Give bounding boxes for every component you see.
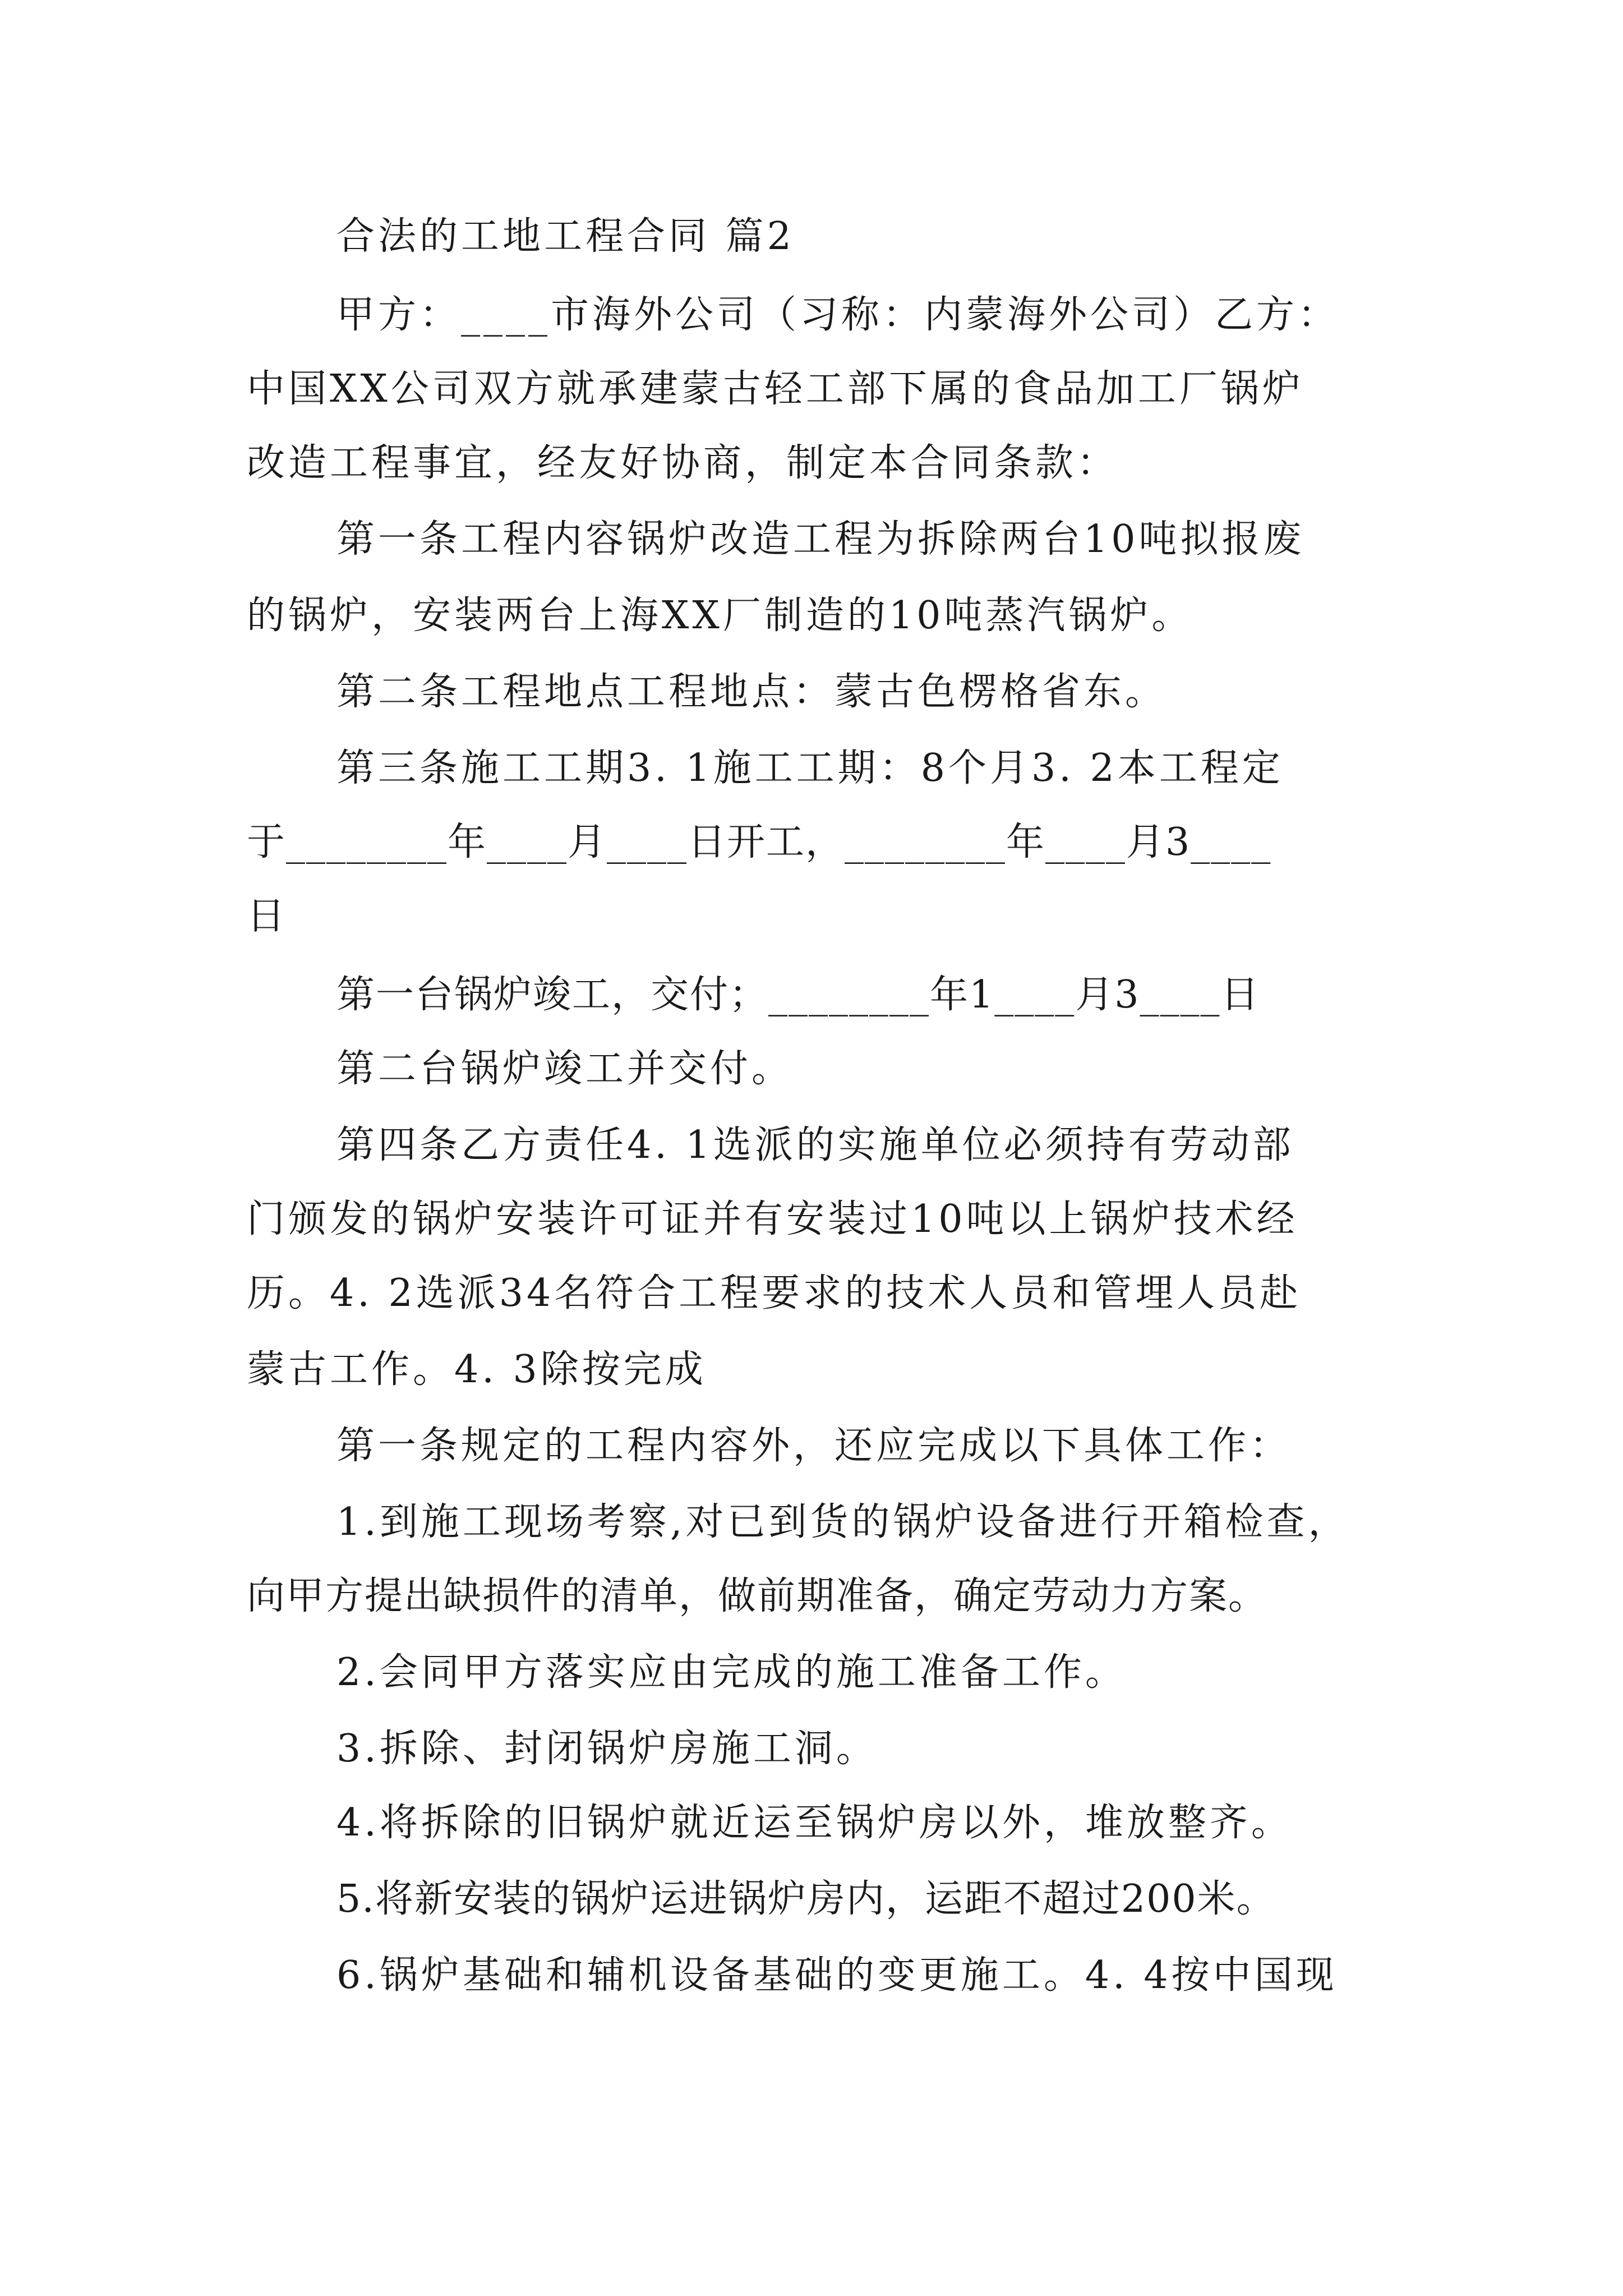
paragraph-line: 于________年____月____日开工，________年____月3____ <box>247 820 1272 864</box>
paragraph-line: 第一条规定的工程内容外，还应完成以下具体工作： <box>336 1424 1292 1468</box>
paragraph-line: 第一台锅炉竣工，交付；________年1____月3____日 <box>336 973 1260 1017</box>
paragraph-line: 的锅炉，安装两台上海XX厂制造的10吨蒸汽锅炉。 <box>247 593 1193 638</box>
paragraph-line: 1.到施工现场考察,对已到货的锅炉设备进行开箱检查， <box>336 1500 1350 1544</box>
document-title: 合法的工地工程合同 篇2 <box>336 214 795 259</box>
paragraph-line: 向甲方提出缺损件的清单，做前期准备，确定劳动力方案。 <box>247 1574 1268 1618</box>
paragraph-line: 第三条施工工期3. 1施工工期：8个月3. 2本工程定 <box>336 746 1284 790</box>
paragraph-line: 改造工程事宜，经友好协商，制定本合同条款： <box>247 441 1119 485</box>
paragraph-line: 甲方：____市海外公司（习称：内蒙海外公司）乙方： <box>336 293 1340 337</box>
paragraph-line: 门颁发的锅炉安装许可证并有安装过10吨以上锅炉技术经 <box>247 1197 1298 1241</box>
paragraph-line: 蒙古工作。4. 3除按完成 <box>247 1347 707 1392</box>
paragraph-line: 第一条工程内容锅炉改造工程为拆除两台10吨拟报废 <box>336 517 1305 562</box>
paragraph-line: 第二条工程地点工程地点：蒙古色楞格省东。 <box>336 670 1167 714</box>
paragraph-line: 日 <box>247 894 289 938</box>
paragraph-line: 5.将新安装的锅炉运进锅炉房内，运距不超过200米。 <box>336 1877 1276 1921</box>
paragraph-line: 2.会同甲方落实应由完成的施工准备工作。 <box>336 1650 1127 1695</box>
paragraph-line: 3.拆除、封闭锅炉房施工洞。 <box>336 1727 878 1771</box>
paragraph-line: 历。4. 2选派34名符合工程要求的技术人员和管埋人员赴 <box>247 1271 1302 1315</box>
paragraph-line: 6.锅炉基础和辅机设备基础的变更施工。4. 4按中国现 <box>336 1953 1338 1998</box>
paragraph-line: 第四条乙方责任4. 1选派的实施单位必须持有劳动部 <box>336 1123 1294 1167</box>
paragraph-line: 中国XX公司双方就承建蒙古轻工部下属的食品加工厂锅炉 <box>247 367 1304 411</box>
paragraph-line: 第二台锅炉竣工并交付。 <box>336 1047 794 1091</box>
paragraph-line: 4.将拆除的旧锅炉就近运至锅炉房以外，堆放整齐。 <box>336 1801 1293 1845</box>
